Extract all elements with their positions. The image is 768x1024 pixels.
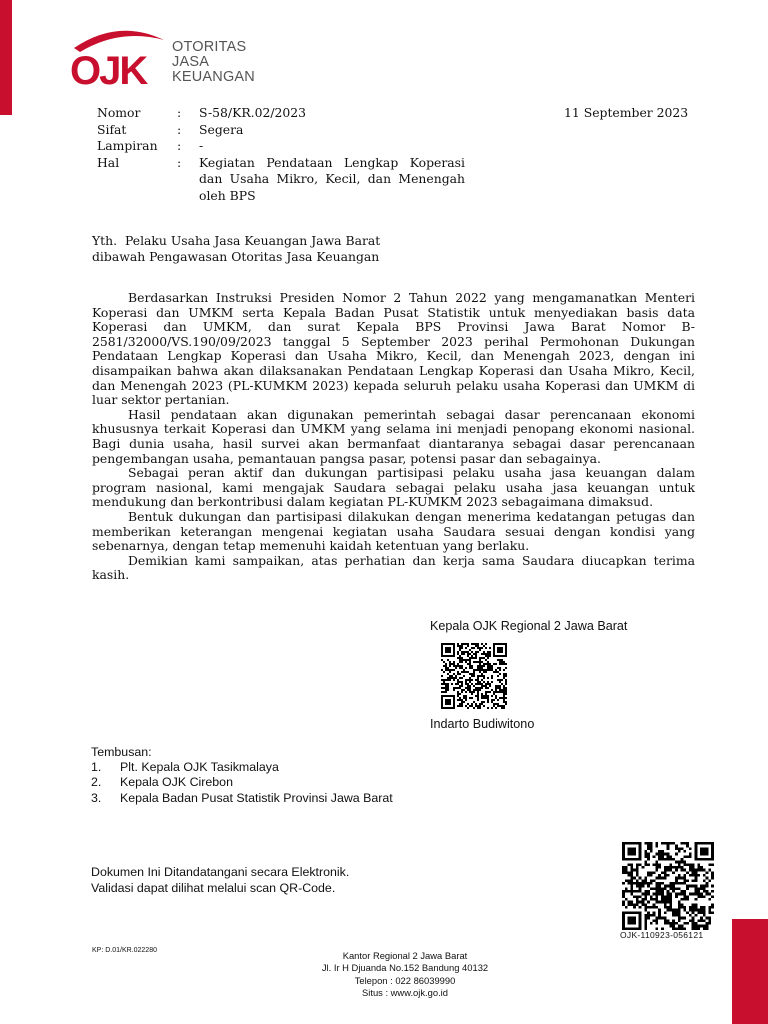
lampiran-value: - [199,138,204,154]
electronic-note-line-2: Validasi dapat dilihat melalui scan QR-Code. [91,880,336,895]
footer-phone: Telepon : 022 86039990 [354,974,456,986]
tembusan-number: 1. [91,760,102,775]
tembusan-text: Kepala OJK Cirebon [120,775,233,790]
nomor-value: S-58/KR.02/2023 [199,105,307,120]
signatory-title: Kepala OJK Regional 2 Jawa Barat [430,619,628,633]
logo-line-3: KEUANGAN [172,69,255,85]
logo-line-1: OTORITAS [172,39,247,55]
recipient-block [92,233,380,265]
footer-office: Kantor Regional 2 Jawa Barat [342,950,468,961]
hal-label: Hal [97,154,120,170]
sifat-label: Sifat [97,121,127,137]
signature-qr-code-icon [441,643,507,709]
tembusan-text: Kepala Badan Pusat Statistik Provinsi Jawa Barat [120,790,393,805]
sifat-value: Segera [199,121,244,137]
colon: : [177,105,182,120]
tembusan-item [91,760,393,775]
tembusan-item [91,791,393,806]
ojk-logo [68,22,258,92]
meta-row-sifat [97,122,465,139]
colon: : [177,121,182,137]
colon: : [177,138,182,154]
tembusan-text: Plt. Kepala OJK Tasikmalaya [120,760,279,775]
signatory-name: Indarto Budiwitono [430,717,535,731]
body-paragraph-4: Bentuk dukungan dan partisipasi dilakukan dengan menerima kedatangan petugas dan memberikan keterangan mengenai kegiatan usaha Saudara sesuai dengan kondisi yang sebenarnya, dengan tetap memenuhi kaidah ketentuan yang berlaku. [92,508,695,554]
electronic-signature-note [91,865,349,896]
red-accent-bar-bottom [732,919,768,1024]
meta-row-lampiran [97,138,465,155]
meta-row-nomor [97,105,465,122]
red-accent-bar-top [0,0,12,115]
tembusan-number: 2. [91,775,102,790]
tembusan-item [91,775,393,790]
letter-body [92,291,695,583]
meta-row-hal [97,155,465,205]
nomor-label: Nomor [97,105,141,120]
ojk-logo-mark-icon [68,22,168,90]
letter-date: 11 September 2023 [564,105,689,120]
lampiran-label: Lampiran [97,138,158,154]
tembusan-heading: Tembusan: [91,745,152,759]
footer-address: Jl. Ir H Djuanda No.152 Bandung 40132 [321,962,489,974]
qr-reference-code: OJK-110923-056121 [620,930,704,940]
body-paragraph-3: Sebagai peran aktif dan dukungan partisipasi pelaku usaha jasa keuangan dalam program nasional, kami mengajak Saudara sebagai pelaku usaha jasa keuangan untuk mendukung dan berkontribusi dalam kegiatan PL-KUMKM 2023 sebagaimana dimaksud. [92,465,695,510]
hal-value: Kegiatan Pendataan Lengkap Koperasi dan Usaha Mikro, Kecil, dan Menengah oleh BPS [199,154,465,203]
body-paragraph-2: Hasil pendataan akan digunakan pemerintah sebagai dasar perencanaan ekonomi khususnya terkait Koperasi dan UMKM yang selama ini menjadi penopang ekonomi nasional. Bagi dunia usaha, hasil survei akan bermanfaat diantaranya sebagai dasar perencanaan pengembangan usaha, pemantauan pangsa pasar, potensi pasar dan sebagainya. [92,406,695,466]
kp-code: KP: D.01/KR.022280 [92,947,157,954]
body-paragraph-1: Berdasarkan Instruksi Presiden Nomor 2 Tahun 2022 yang mengamanatkan Menteri Koperasi dan UMKM serta Kepala Badan Pusat Statistik untuk menyediakan basis data Koperasi dan UMKM, dan surat Kepala BPS Provinsi Jawa Barat Nomor B-2581/32000/VS.190/09/2023 tanggal 5 September 2023 perihal Permohonan Dukungan Pendataan Lengkap Koperasi dan Usaha Mikro, Kecil, dan Menengah 2023, dengan ini disampaikan bahwa akan dilaksanakan Pendataan Lengkap Koperasi dan Usaha Mikro, Kecil, dan Menengah 2023 (PL-KUMKM 2023) kepada seluruh pelaku usaha Koperasi dan UMKM di luar sektor pertanian. [92,290,695,408]
ojk-logo-wordmark [172,40,255,85]
office-footer [280,950,530,1000]
tembusan-number: 3. [91,790,102,805]
tembusan-block [91,745,393,806]
letter-metadata [97,105,465,205]
body-paragraph-5: Demikian kami sampaikan, atas perhatian dan kerja sama Saudara diucapkan terima kasih. [92,552,695,583]
electronic-note-line-1: Dokumen Ini Ditandatangani secara Elektronik. [91,865,350,879]
footer-website: Situs : www.ojk.go.id [362,987,448,999]
svg-text:OJK: OJK [70,49,147,90]
recipient-line-2: dibawah Pengawasan Otoritas Jasa Keuangan [92,249,380,264]
logo-line-2: JASA [172,54,210,70]
recipient-line-1: Yth. Pelaku Usaha Jasa Keuangan Jawa Barat [92,233,381,248]
colon: : [177,154,182,170]
validation-qr-code-icon [622,842,714,930]
